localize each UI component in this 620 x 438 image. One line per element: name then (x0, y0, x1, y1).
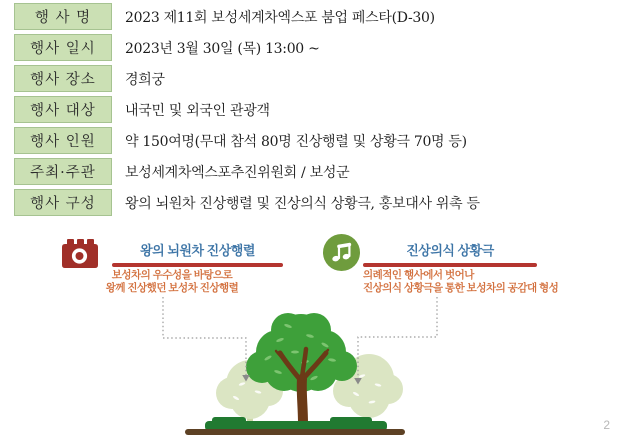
title-underline (363, 263, 537, 267)
title-underline (112, 263, 283, 267)
table-row (14, 127, 480, 154)
feature-header (363, 234, 537, 267)
page-number: 2 (603, 418, 610, 432)
table-row (14, 65, 480, 92)
row-value: 왕의 뇌원차 진상행렬 및 진상의식 상황극, 홍보대사 위촉 등 (125, 195, 480, 212)
feature-header (112, 234, 283, 267)
camera-icon (60, 238, 100, 269)
row-value: 내국민 및 외국인 관광객 (125, 102, 270, 119)
pale-tree-left (216, 360, 283, 424)
table-row (14, 34, 480, 61)
row-value: 보성세계차엑스포추진위원회 / 보성군 (125, 164, 350, 181)
row-label: 행사 일시 (14, 34, 112, 61)
event-info-table (14, 3, 480, 216)
feature-play (323, 234, 563, 300)
description-line: 왕께 진상했던 보성차 진상행렬 (105, 281, 239, 294)
row-label: 행 사 명 (14, 3, 112, 30)
row-label: 행사 대상 (14, 96, 112, 123)
pale-tree-right (333, 354, 403, 424)
row-value: 2023년 3월 30일 (목) 13:00 ~ (125, 40, 320, 57)
table-row (14, 3, 480, 30)
row-value: 2023 제11회 보성세계차엑스포 붐업 페스타(D-30) (125, 9, 435, 26)
description-line: 진상의식 상황극을 통한 보성차의 공감대 형성 (363, 281, 559, 294)
table-row (14, 96, 480, 123)
row-label: 주최·주관 (14, 158, 112, 185)
music-note-icon (323, 234, 360, 271)
row-value: 약 150여명(무대 참석 80명 진상행렬 및 상황극 70명 등) (125, 133, 467, 150)
description-line: 의례적인 행사에서 벗어나 (363, 269, 474, 281)
feature-description (47, 269, 297, 294)
description-line: 보성차의 우수성을 바탕으로 (111, 269, 233, 281)
row-label: 행사 인원 (14, 127, 112, 154)
table-row (14, 189, 480, 216)
ground (185, 417, 405, 435)
feature-title: 진상의식 상황극 (406, 243, 494, 258)
feature-description (363, 269, 563, 294)
connector-right (354, 297, 437, 385)
main-tree (246, 313, 357, 424)
feature-procession (60, 234, 292, 300)
row-label: 행사 구성 (14, 189, 112, 216)
row-value: 경희궁 (125, 71, 165, 88)
connector-left (163, 297, 250, 382)
row-label: 행사 장소 (14, 65, 112, 92)
feature-title: 왕의 뇌원차 진상행렬 (140, 243, 255, 258)
table-row (14, 158, 480, 185)
